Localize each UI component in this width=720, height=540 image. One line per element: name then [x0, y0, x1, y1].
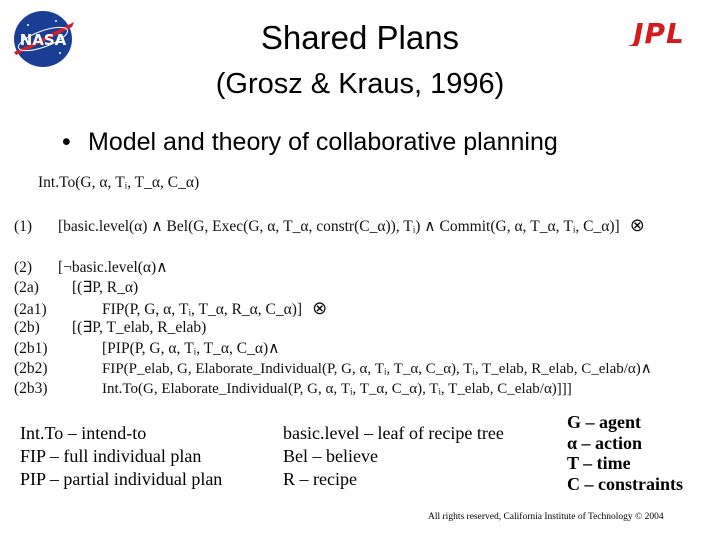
- definitions-col-3: [567, 412, 683, 494]
- bullet-item: [62, 126, 558, 158]
- formula-line-text: [basic.level(α) ∧ Bel(G, Exec(G, α, T_α, constr(C_α)), Tᵢ) ∧ Commit(G, α, T_α, Tᵢ, C_α)]: [58, 218, 620, 235]
- page-subtitle: (Grosz & Kraus, 1996): [215, 68, 505, 100]
- definition-item: Bel – believe: [283, 446, 378, 466]
- formula-line-number: (2a): [14, 279, 39, 296]
- formula-line-text: [(∃P, T_elab, R_elab): [72, 319, 207, 336]
- definition-item: T – time: [567, 453, 631, 473]
- formula-line-number: (1): [14, 218, 33, 235]
- bullet-dot: •: [62, 128, 71, 156]
- formula-line-text: FIP(P_elab, G, Elaborate_Individual(P, G, α, Tᵢ, T_α, C_α), Tᵢ, T_elab, R_elab, C_elab/α)∧: [102, 361, 652, 377]
- formula-line-text: [(∃P, R_α): [72, 279, 139, 296]
- formula-line-text: Int.To(G, Elaborate_Individual(P, G, α, Tᵢ, T_α, C_α), Tᵢ, T_elab, C_elab/α)]]]: [102, 381, 572, 397]
- formula-line: [14, 379, 572, 399]
- jpl-logo: [612, 18, 706, 46]
- otimes-icon: ⊗: [312, 298, 328, 318]
- formula-line-number: (2): [14, 259, 33, 276]
- formula-line: [14, 339, 279, 359]
- formula-header: Int.To(G, α, Tᵢ, T_α, C_α): [38, 174, 200, 191]
- bullet-text: Model and theory of collaborative planning: [88, 128, 558, 156]
- formula-line-number: (2b): [14, 319, 40, 336]
- svg-text:NASA: NASA: [19, 31, 67, 49]
- formula-line-number: (2b3): [14, 380, 48, 397]
- otimes-icon: ⊗: [629, 215, 645, 235]
- definition-item: G – agent: [567, 412, 641, 432]
- definition-item: R – recipe: [283, 469, 357, 489]
- definitions-col-2: [283, 422, 504, 491]
- svg-text:JPL: JPL: [633, 18, 685, 46]
- definition-item: α – action: [567, 432, 643, 453]
- formula-line-number: (2b1): [14, 340, 48, 357]
- definition-item: PIP – partial individual plan: [20, 469, 223, 489]
- formula-line-number: (2b2): [14, 360, 48, 377]
- formula-line-text: [¬basic.level(α)∧: [58, 259, 168, 276]
- formula-line-text: [PIP(P, G, α, Tᵢ, T_α, C_α)∧: [102, 340, 280, 357]
- nasa-logo: [8, 8, 78, 70]
- definition-item: basic.level – leaf of recipe tree: [283, 423, 504, 443]
- formula-line: [14, 318, 206, 338]
- formula-line-number: (2a1): [14, 301, 47, 318]
- copyright-footer: All rights reserved, California Institute of Technology © 2004: [428, 512, 664, 522]
- page-title: Shared Plans: [260, 19, 460, 56]
- formula-line: [14, 359, 652, 379]
- definition-item: C – constraints: [567, 473, 683, 494]
- formula-line: [14, 258, 168, 278]
- definition-item: FIP – full individual plan: [20, 446, 202, 466]
- formula-line: [14, 298, 327, 320]
- definition-item: Int.To – intend-to: [20, 423, 147, 443]
- formula-line: [14, 278, 138, 298]
- formula-line-text: FIP(P, G, α, Tᵢ, T_α, R_α, C_α)]: [102, 301, 303, 318]
- definitions-col-1: [20, 422, 222, 491]
- formula-line: [14, 215, 645, 237]
